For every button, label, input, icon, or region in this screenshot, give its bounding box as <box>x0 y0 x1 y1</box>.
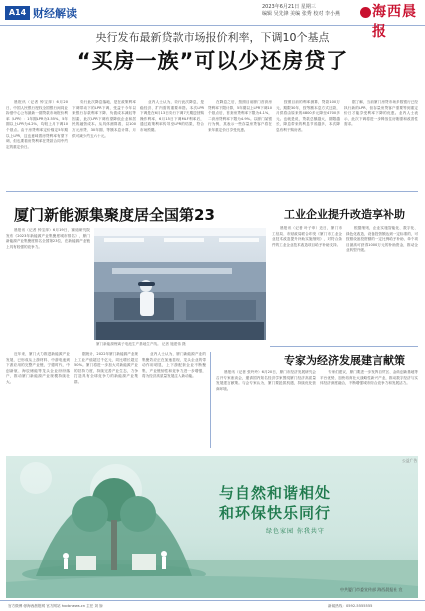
lpr-column-6 <box>344 100 418 186</box>
factory-photo <box>94 228 266 340</box>
factory-photo-art <box>94 228 266 340</box>
industry-text-1: 晨报讯（记者 叶子申）近日，厦门市工信局、市财政局联合印发《厦门市工业企业技术改造提升补助实施细则》，对符合条件的工业企业技术改造项目给予补助支持。 <box>272 226 342 247</box>
newspaper-logo: 海西晨报 <box>372 4 417 40</box>
lpr-column-4 <box>208 100 272 186</box>
lpr-text-3: 业内人士认为，央行此次降息，是稳经济、扩内需的重要举措。本次LPR下调是在6月13日央行下调7天期逆回购操作利率，6月15日下调MLF利率后，通过政策利率传导至LPR的结果，符合市场预期。 <box>140 100 204 132</box>
ad-illustration <box>6 456 418 598</box>
page-number-badge: A14 <box>5 6 30 20</box>
lpr-column-5 <box>276 100 340 186</box>
xiamen-text-4: 业内人士认为，厦门新能源产业的集聚效应正在加速显现，龙头企业的带动作用明显，上下游配套企业不断聚集，产业链韧性和竞争力进一步增强，将为经济高质量发展注入新动能。 <box>142 352 206 379</box>
lpr-column-1 <box>6 100 68 186</box>
xiamen-column-3 <box>74 352 138 448</box>
logo-mark-icon <box>360 7 371 18</box>
industry-column-2 <box>346 226 418 344</box>
xiamen-column-2 <box>6 352 70 448</box>
expert-text-1: 晨报讯（记者 张玲玲）6月20日，厦门市经济发展研究会召开专家座谈会，邀请国内知名经济学家围绕厦门经济高质量发展建言献策。与会专家认为，厦门要抢抓机遇，持续优化营商环境。 <box>216 370 316 391</box>
staff-credits: 编辑 吴先锋 美编 张秀 校对 李小燕 <box>262 11 340 17</box>
footer-left: 官方微博 @海西晨报网 官方网站 hxcbnews.cn 主任 刘 娇 <box>8 604 103 608</box>
lead-kicker: 央行发布最新贷款市场报价利率，下调10个基点 <box>95 31 330 44</box>
expert-column-1 <box>216 370 316 448</box>
photo-caption: 厦门新能源锂离子电池生产基地生产线。 记者 施建伟 摄 <box>96 342 186 346</box>
dateline <box>262 4 340 18</box>
expert-text-2: 专家们建议，厦门要进一步发挥自贸区、金砖创新基地等平台优势，加快培育壮大战略性新兴产业，推动数字经济与实体经济深度融合，不断增强城市综合竞争力和发展活力。 <box>320 370 418 386</box>
xiamen-text-2: 近年来，厦门大力推进新能源产业发展，已形成从上游材料、中游电池到下游应用的完整产业链，宁德时代、中创新航、海辰储能等龙头企业纷纷落户，推动厦门新能源产业规模持续壮大。 <box>6 352 70 384</box>
ad-title-line-1: 与自然和谐相处 <box>219 484 332 502</box>
section-divider <box>6 191 418 192</box>
xiamen-headline: 厦门新能源集聚度居全国第23 <box>14 206 215 224</box>
lpr-text-6: 据了解，当前厦门房贷市场多数银行已经执行新的LPR，但存量房贷客户需要等到重定价日才能享受利率下降的优惠。业内人士表示，此次下调将进一步释放住房刚需和改善性需求。 <box>344 100 418 127</box>
xiamen-text-1: 晨报讯（记者 钟宝萍）6月19日，赛迪研究院发布《2023年新能源产业集聚度城市排名》，厦门新能源产业集聚度排名全国第23位，在新能源产业链上具有较强的竞争力。 <box>6 228 90 249</box>
industry-divider <box>270 346 418 347</box>
ad-title-line-2: 和环保快乐同行 <box>219 504 332 522</box>
lpr-column-3 <box>140 100 204 186</box>
lpr-text-4: 在降息之后，按照目前厦门首套房贷利率下限计算，5年期以上LPR下调10个基点后，首套房贷利率下限为4.1%，二套房贷利率下限为4.9%。以厦门某银行为例，其表示一些存量房贷客户将在来年重定价日享受优惠。 <box>208 100 272 132</box>
ad-label: 公益广告 <box>402 458 418 463</box>
industry-column-1 <box>272 226 342 344</box>
page-footer <box>0 600 425 611</box>
ad-subtitle: 绿色家园 你我共守 <box>266 528 325 535</box>
xiamen-column-4 <box>142 352 206 448</box>
industry-text-2: 根据细则，企业实施智能化、数字化、绿色化改造，设备投资额达到一定标准的，可按照设备投资额的一定比例给予补助，单个项目最高可获得1000万元的补助资金，推动企业转型升级。 <box>346 226 418 253</box>
lpr-text-5: 按照目前的利率测算，贷款100万元，期限30年，按等额本息方式还款，月供将由原来的4800多元降至4700多元。也就是说，贷款总额越大，期限越长，降息带来的利息节省越多，本次降息有利于购房者。 <box>276 100 340 132</box>
xiamen-text-3: 据统计，2022年厦门新能源产业规上工业产值超过千亿元，同比增长超过50%。厦门将进一步加大对新能源产业的扶持力度，持续完善产业生态，力争打造具有全球竞争力的新能源产业集群。 <box>74 352 138 384</box>
column-divider <box>210 352 211 448</box>
lpr-text-1: 晨报讯（记者 钟宝萍）6月20日，中国人民银行授权全国银行间同业拆借中心公布最新一期贷款市场报价利率（LPR）：1年期LPR为3.55%，5年期以上LPR为4.2%，均较上月下调10个基点。由于房贷利率定价锚定5年期以上LPR，这也意味着房贷利率有望下调，但也要看房贷利率在贷款合同中约定的重定价日。 <box>6 100 68 149</box>
publication-date: 2023年6月21日 星期三 <box>262 4 316 10</box>
industry-headline: 工业企业提升改造享补助 <box>284 208 405 221</box>
lead-headline: “买房一族”可以少还房贷了 <box>76 49 349 73</box>
section-name: 财经解读 <box>33 7 77 20</box>
footer-hotline: 新闻热线：0592-5555555 <box>328 604 373 608</box>
lpr-text-2: 央行此次降息落地，是在政策利率下调带动下的LPR下调，受益于今年以来银行存款利率下降、负债成本减轻等因素，此次LPR下调有望降低企业和居民的融资成本。从具体测算看，以100万元房贷、30年期、等额本息计算，月供可减少约五六十元。 <box>72 100 136 138</box>
expert-headline: 专家为经济发展建言献策 <box>284 354 405 367</box>
xiamen-column-1 <box>6 228 90 348</box>
lpr-column-2 <box>72 100 136 186</box>
ad-sponsor-line: 中共厦门市委宣传部 海西晨报社 宣 <box>340 587 403 592</box>
expert-column-2 <box>320 370 418 448</box>
public-service-ad <box>6 456 418 598</box>
